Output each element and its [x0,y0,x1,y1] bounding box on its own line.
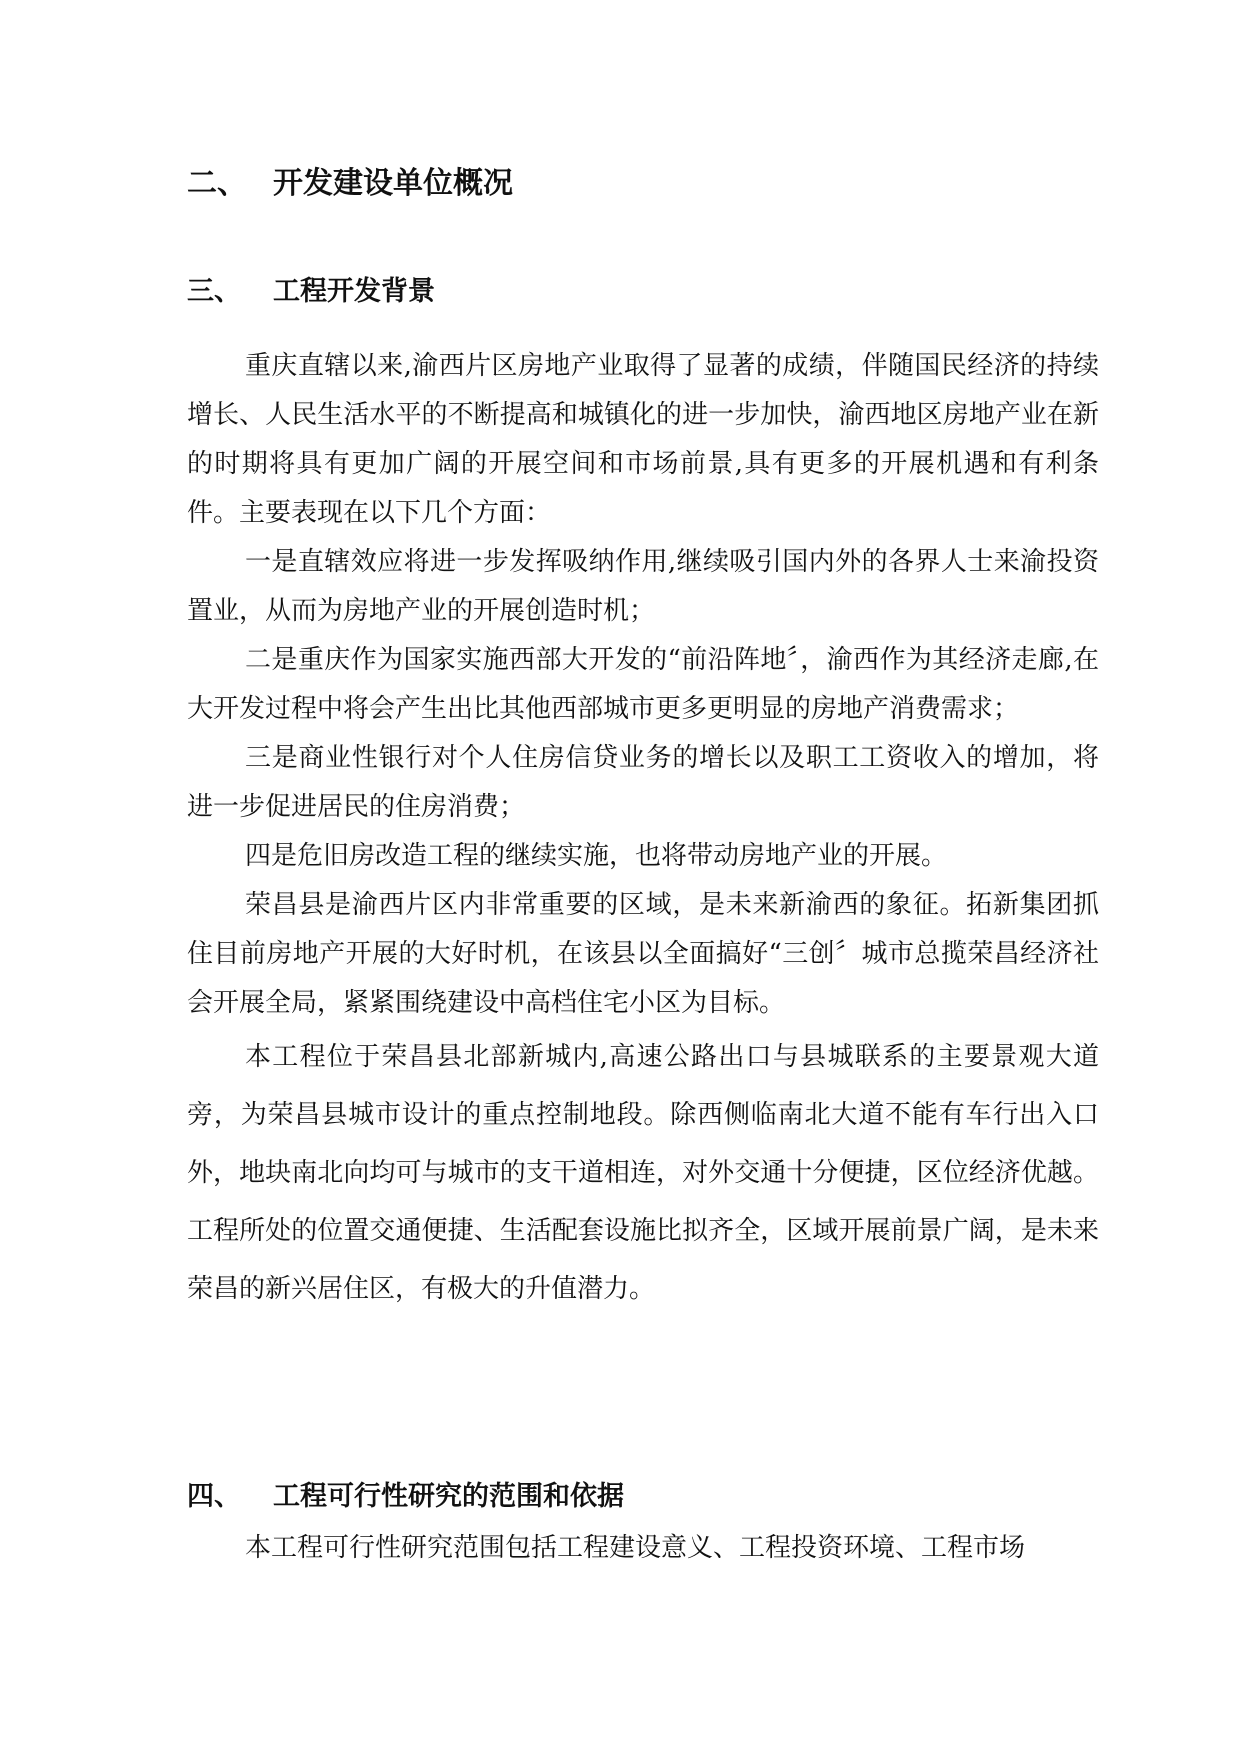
section-number: 二、 [187,166,247,201]
background-body [187,342,1099,1318]
section-heading-2 [187,158,513,202]
section-title: 工程开发背景 [273,276,435,307]
section-heading-3 [187,269,435,308]
background-location: 本工程位于荣昌县北部新城内,高速公路出口与县城联系的主要景观大道旁，为荣昌县城市设计的重点控制地段。除西侧临南北大道不能有车行出入口外，地块南北向均可与城市的支干道相连，对外交通十分便捷，区位经济优越。工程所处的位置交通便捷、生活配套设施比拟齐全，区域开展前景广阔，是未来荣昌的新兴居住区，有极大的升值潜力。 [187,1042,1099,1304]
background-rongchang: 荣昌县是渝西片区内非常重要的区域，是未来新渝西的象征。拓新集团抓住目前房地产开展的大好时机，在该县以全面搞好“三创〞城市总揽荣昌经济社会开展全局，紧紧围绕建设中高档住宅小区为目标。 [187,890,1099,1018]
section-number: 三、 [187,276,241,307]
background-point-2: 二是重庆作为国家实施西部大开发的“前沿阵地〞，渝西作为其经济走廊,在大开发过程中将会产生出比其他西部城市更多更明显的房地产消费需求； [187,645,1099,724]
background-point-4: 四是危旧房改造工程的继续实施，也将带动房地产业的开展。 [245,841,948,871]
section-title: 开发建设单位概况 [273,166,513,201]
background-point-3: 三是商业性银行对个人住房信贷业务的增长以及职工工资收入的增加，将进一步促进居民的住房消费； [187,743,1099,822]
background-point-1: 一是直辖效应将进一步发挥吸纳作用,继续吸引国内外的各界人士来渝投资置业，从而为房地产业的开展创造时机； [187,547,1099,626]
scope-intro: 本工程可行性研究范围包括工程建设意义、工程投资环境、工程市场 [245,1533,1026,1563]
section-number: 四、 [187,1481,241,1512]
section-title: 工程可行性研究的范围和依据 [273,1481,624,1512]
section-heading-4 [187,1474,624,1513]
background-intro: 重庆直辖以来,渝西片区房地产业取得了显著的成绩，伴随国民经济的持续增长、人民生活水平的不断提高和城镇化的进一步加快，渝西地区房地产业在新的时期将具有更加广阔的开展空间和市场前景,具有更多的开展机遇和有利条件。主要表现在以下几个方面： [187,351,1099,528]
